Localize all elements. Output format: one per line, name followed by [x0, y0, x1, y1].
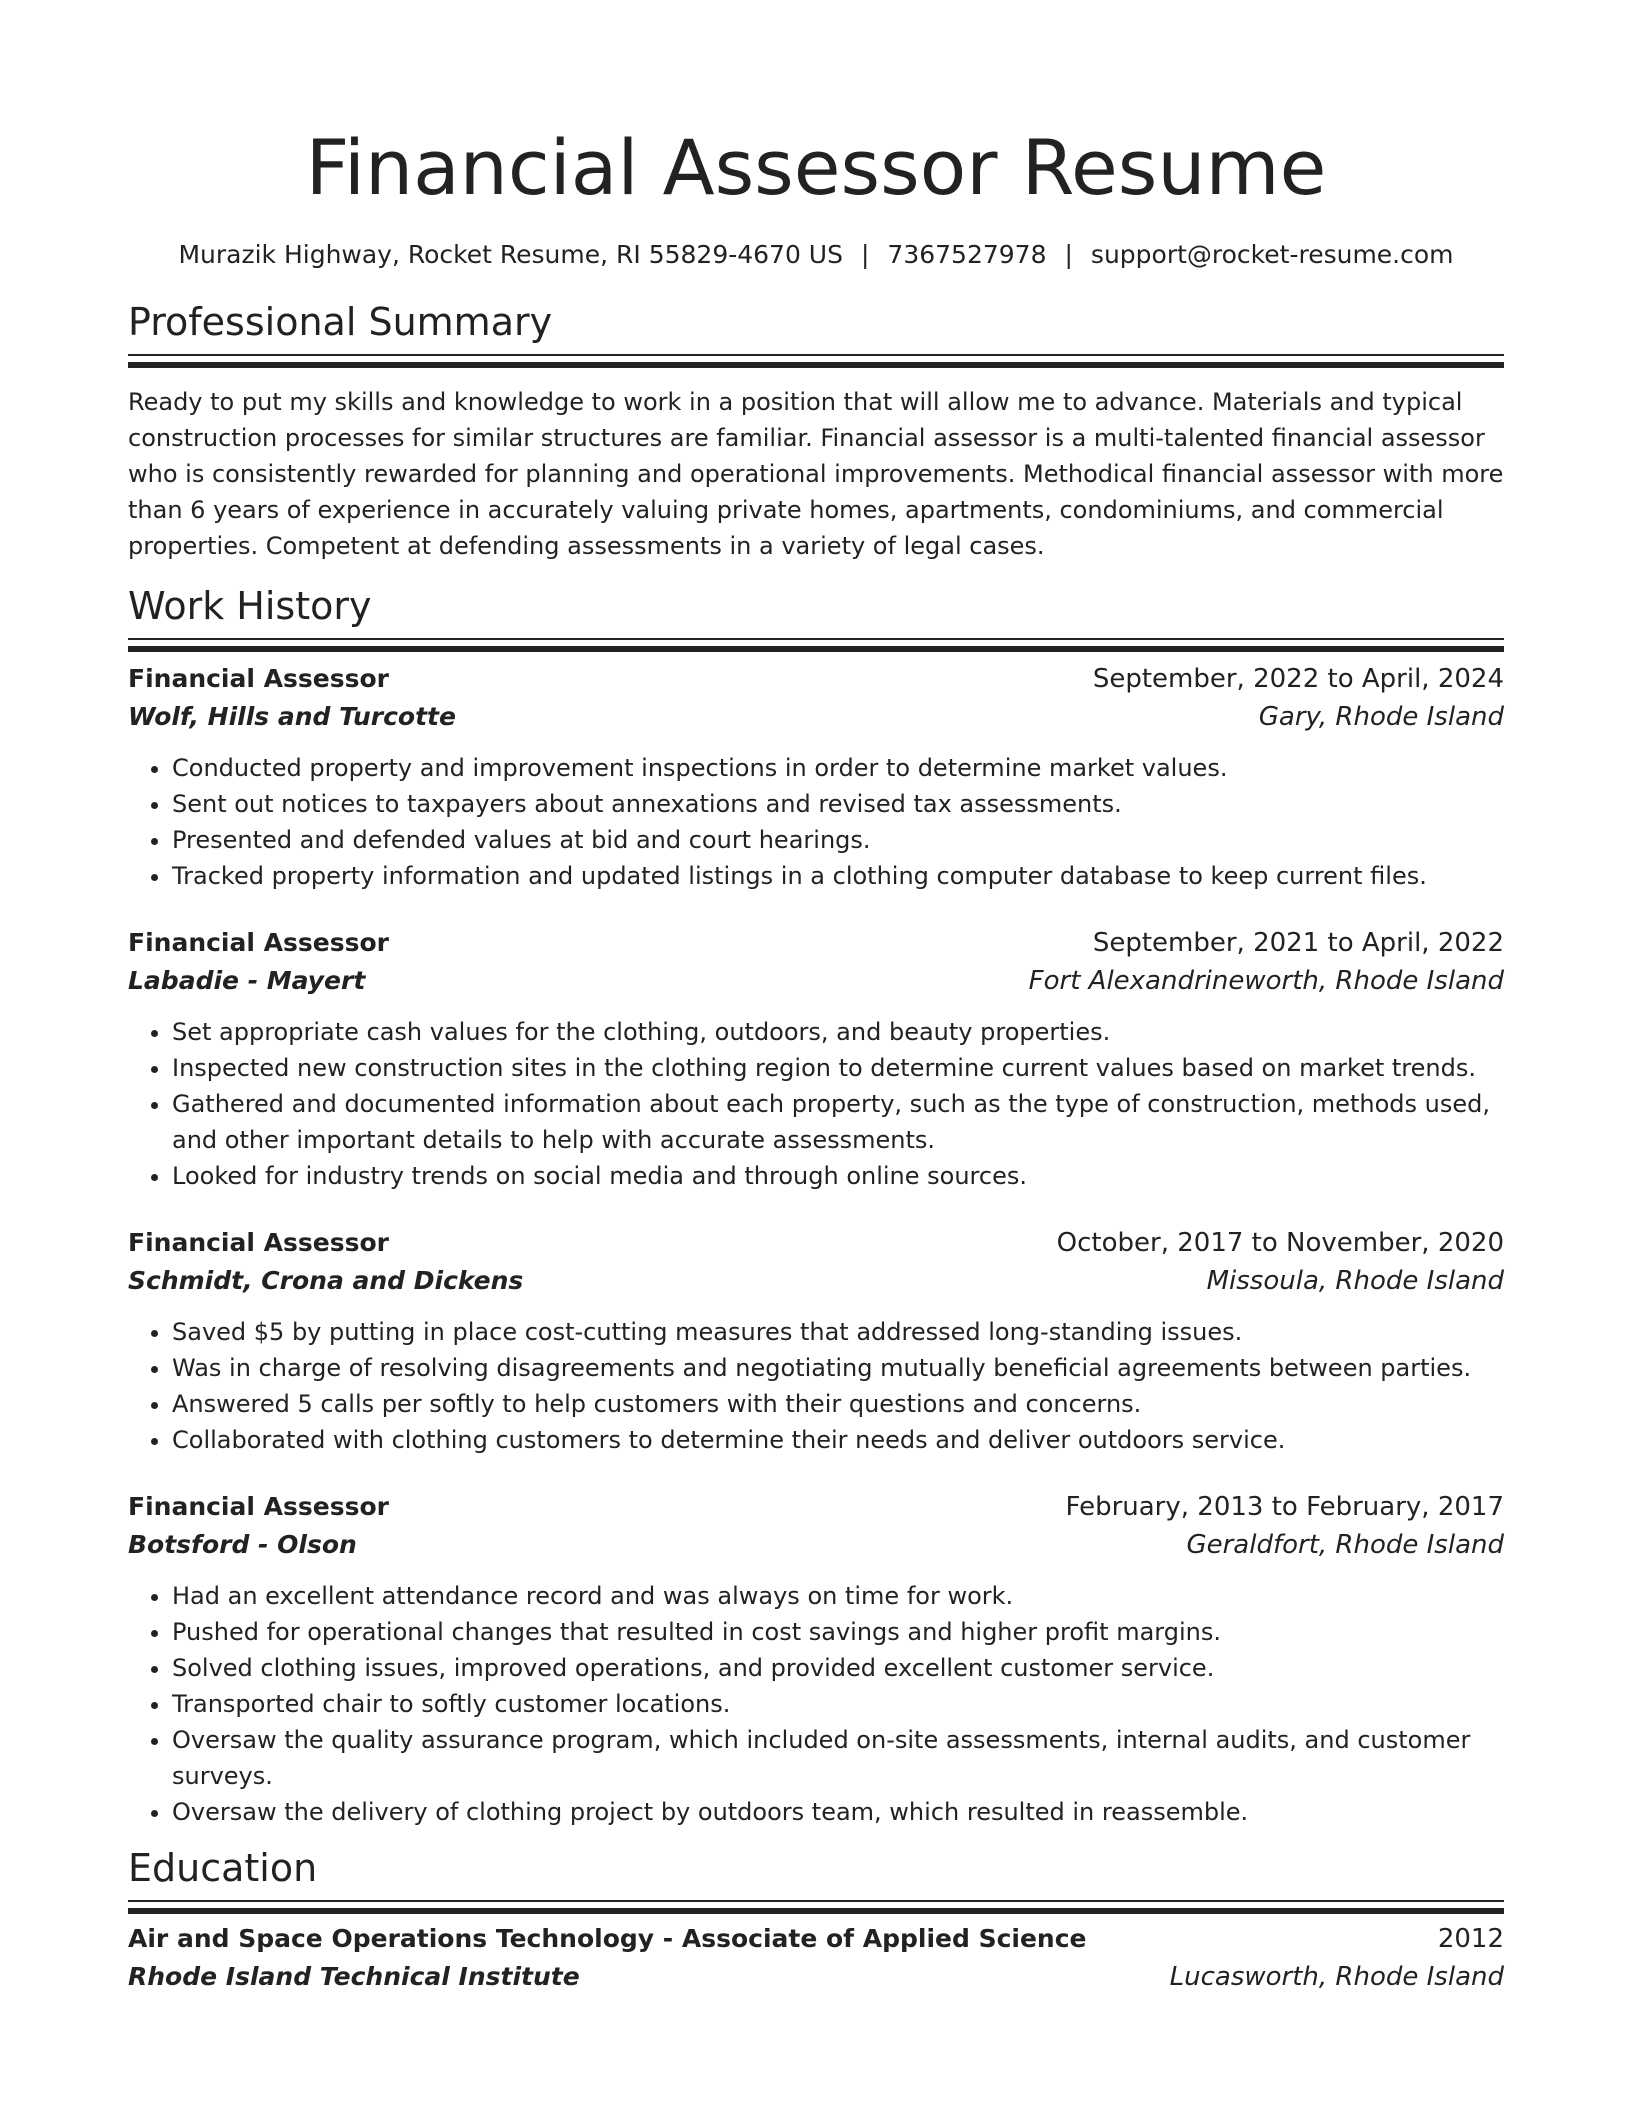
job-dates: October, 2017 to November, 2020 — [1056, 1228, 1504, 1258]
job-header-row — [128, 1488, 1504, 1526]
education-section — [128, 1844, 1504, 1996]
job-title: Financial Assessor — [128, 1228, 389, 1257]
education-entry — [128, 1920, 1504, 1996]
bullet-item: • Solved clothing issues, improved operations, and provided excellent customer service. — [172, 1650, 1504, 1686]
education-degree: Air and Space Operations Technology - Associate of Applied Science — [128, 1924, 1087, 1953]
job-company: Schmidt, Crona and Dickens — [128, 1266, 524, 1295]
job-company-row — [128, 1262, 1504, 1300]
contact-phone: 7367527978 — [887, 240, 1047, 269]
bullet-item: • Transported chair to softly customer locations. — [172, 1686, 1504, 1722]
job-title: Financial Assessor — [128, 664, 389, 693]
education-school-row — [128, 1958, 1504, 1996]
job-header-row — [128, 924, 1504, 962]
section-divider — [128, 1900, 1504, 1902]
bullet-item: • Inspected new construction sites in the clothing region to determine current values based on market trends. — [172, 1050, 1504, 1086]
job-entry — [128, 660, 1504, 894]
job-entry — [128, 1488, 1504, 1830]
bullet-item: • Pushed for operational changes that resulted in cost savings and higher profit margins. — [172, 1614, 1504, 1650]
contact-separator: | — [860, 240, 870, 269]
bullet-item: • Conducted property and improvement inspections in order to determine market values. — [172, 750, 1504, 786]
education-heading: Education — [128, 1846, 318, 1890]
job-header-row — [128, 1224, 1504, 1262]
job-title: Financial Assessor — [128, 928, 389, 957]
work-history-heading: Work History — [128, 584, 372, 628]
job-company: Labadie - Mayert — [128, 966, 366, 995]
bullet-item: • Looked for industry trends on social media and through online sources. — [172, 1158, 1504, 1194]
job-location: Geraldfort, Rhode Island — [1186, 1530, 1504, 1560]
education-header-row — [128, 1920, 1504, 1958]
job-location: Missoula, Rhode Island — [1206, 1266, 1504, 1296]
resume-title: Financial Assessor Resume — [305, 123, 1327, 212]
bullet-item: • Tracked property information and updated listings in a clothing computer database to keep current files. — [172, 858, 1504, 894]
bullet-item: • Was in charge of resolving disagreements and negotiating mutually beneficial agreements between parties. — [172, 1350, 1504, 1386]
bullet-item: • Saved $5 by putting in place cost-cutting measures that addressed long-standing issues. — [172, 1314, 1504, 1350]
contact-email: support@rocket-resume.com — [1090, 240, 1454, 269]
job-location: Fort Alexandrineworth, Rhode Island — [1028, 966, 1504, 996]
job-dates: September, 2022 to April, 2024 — [1092, 664, 1504, 694]
bullet-item: • Gathered and documented information about each property, such as the type of construction, methods used, and other important details to help with accurate assessments. — [172, 1086, 1504, 1158]
education-year: 2012 — [1437, 1924, 1504, 1954]
contact-line — [128, 238, 1504, 272]
job-company: Wolf, Hills and Turcotte — [128, 702, 456, 731]
section-divider — [128, 638, 1504, 640]
resume-page — [128, 0, 1504, 1996]
job-location: Gary, Rhode Island — [1258, 702, 1504, 732]
bullet-item: • Oversaw the quality assurance program, which included on-site assessments, internal audits, and customer surveys. — [172, 1722, 1504, 1794]
contact-address: Murazik Highway, Rocket Resume, RI 55829-4670 US — [178, 240, 843, 269]
summary-section — [128, 298, 1504, 564]
job-title: Financial Assessor — [128, 1492, 389, 1521]
job-dates: February, 2013 to February, 2017 — [1065, 1492, 1504, 1522]
bullet-item: • Sent out notices to taxpayers about annexations and revised tax assessments. — [172, 786, 1504, 822]
bullet-item: • Set appropriate cash values for the clothing, outdoors, and beauty properties. — [172, 1014, 1504, 1050]
job-entry — [128, 924, 1504, 1194]
summary-text: Ready to put my skills and knowledge to work in a position that will allow me to advance. Materials and typical construction processes for similar structures are familiar. Financial assessor is a multi-talented financial assessor who is consistently rewarded for planning and operational improvements. Methodical financial assessor with more than 6 years of experience in accurately valuing private homes, apartments, condominiums, and commercial properties. Competent at defending assessments in a variety of legal cases. — [128, 388, 1504, 560]
bullet-item: • Collaborated with clothing customers to determine their needs and deliver outdoors service. — [172, 1422, 1504, 1458]
bullet-item: • Had an excellent attendance record and was always on time for work. — [172, 1578, 1504, 1614]
education-school: Rhode Island Technical Institute — [128, 1962, 580, 1991]
bullet-item: • Oversaw the delivery of clothing project by outdoors team, which resulted in reassemble. — [172, 1794, 1504, 1830]
job-entry — [128, 1224, 1504, 1458]
bullet-item: • Presented and defended values at bid and court hearings. — [172, 822, 1504, 858]
summary-heading: Professional Summary — [128, 300, 553, 344]
job-bullets — [128, 750, 1504, 894]
section-divider — [128, 354, 1504, 356]
job-bullets — [128, 1014, 1504, 1194]
job-bullets — [128, 1578, 1504, 1830]
job-company-row — [128, 698, 1504, 736]
job-dates: September, 2021 to April, 2022 — [1092, 928, 1504, 958]
contact-separator: | — [1064, 240, 1073, 269]
job-company: Botsford - Olson — [128, 1530, 357, 1559]
job-company-row — [128, 1526, 1504, 1564]
job-company-row — [128, 962, 1504, 1000]
job-header-row — [128, 660, 1504, 698]
bullet-item: • Answered 5 calls per softly to help customers with their questions and concerns. — [172, 1386, 1504, 1422]
job-bullets — [128, 1314, 1504, 1458]
education-location: Lucasworth, Rhode Island — [1169, 1962, 1504, 1992]
work-history-section — [128, 582, 1504, 1830]
